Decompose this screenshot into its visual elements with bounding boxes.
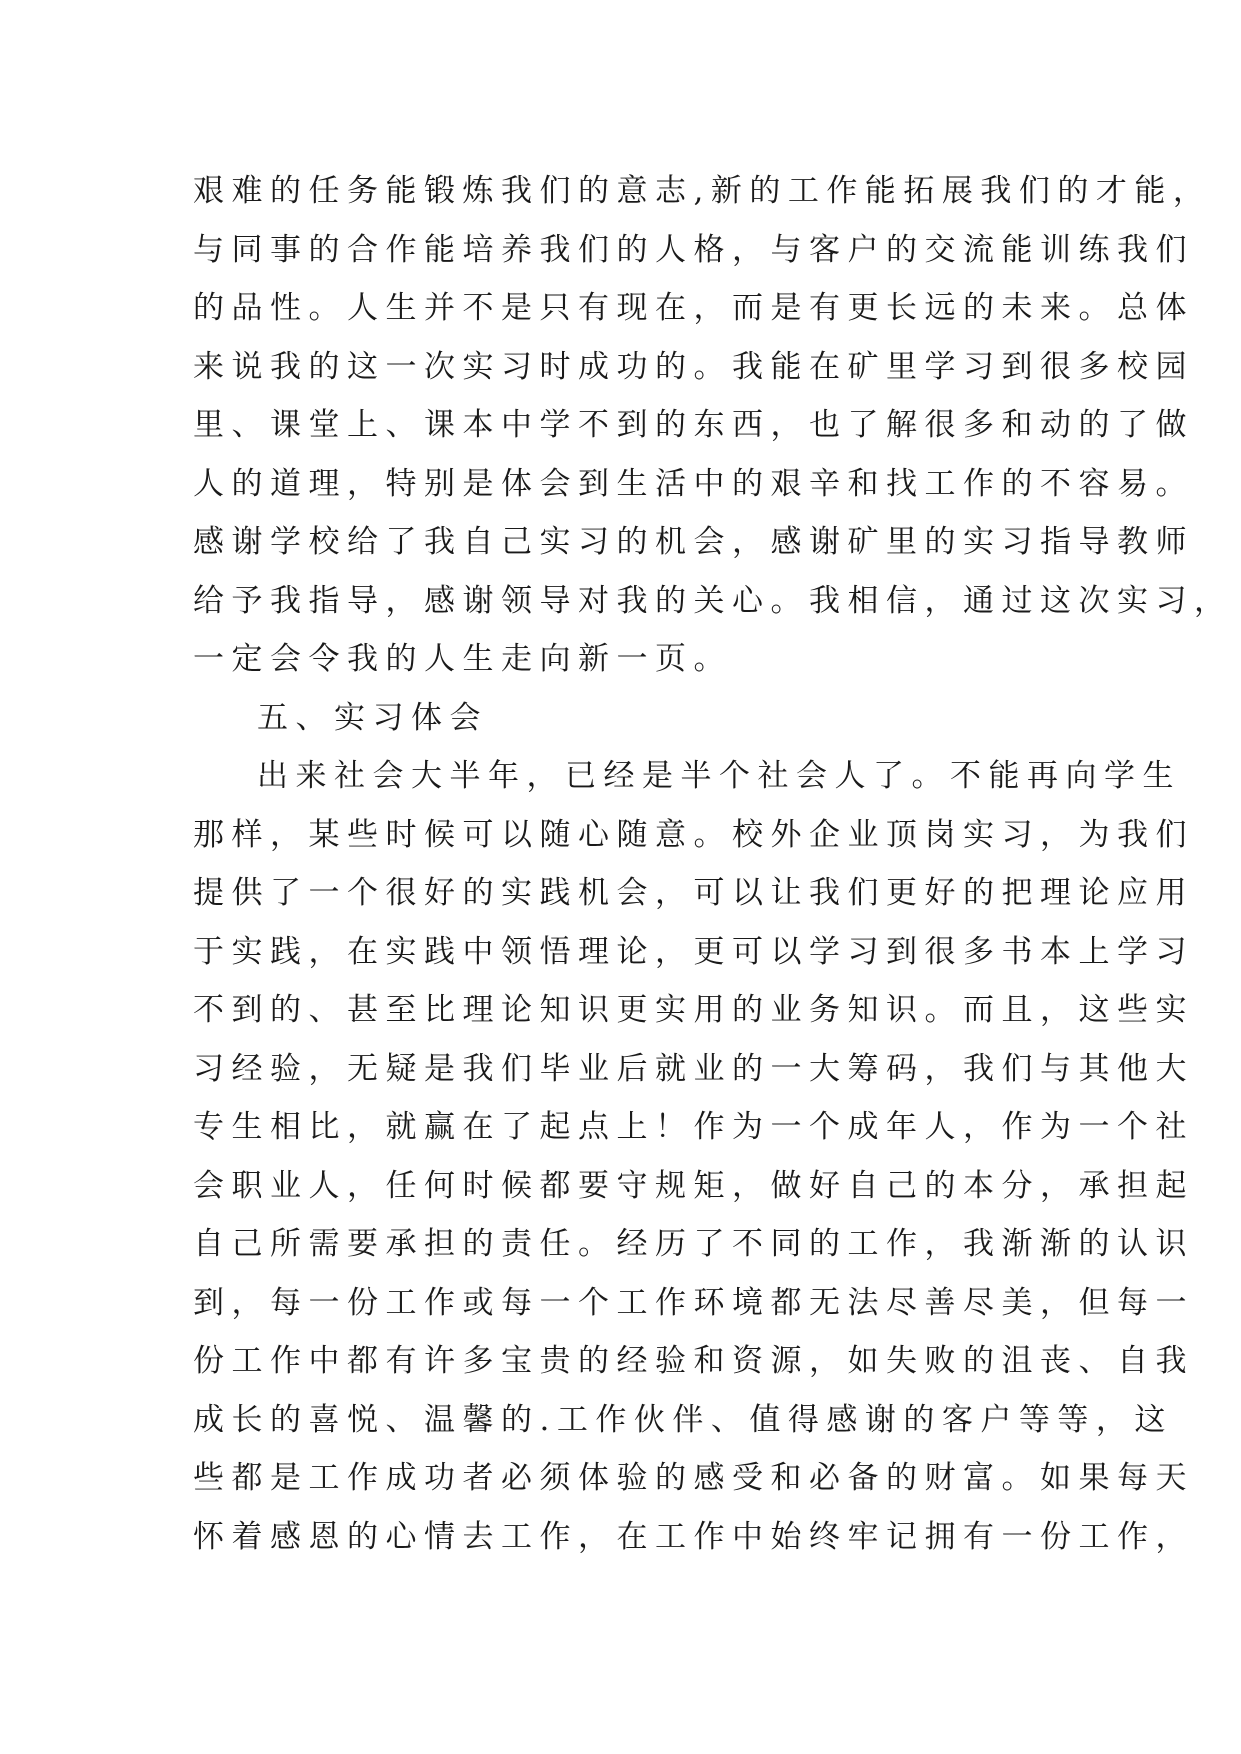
- text-line: 到，每一份工作或每一个工作环境都无法尽善尽美，但每一: [193, 1284, 1194, 1321]
- text-line: 不到的、甚至比理论知识更实用的业务知识。而且，这些实: [193, 992, 1194, 1028]
- text-line: 的品性。人生并不是只有现在，而是有更长远的未来。总体: [193, 290, 1194, 326]
- text-line: 人的道理，特别是体会到生活中的艰辛和找工作的不容易。: [193, 465, 1194, 502]
- text-line: 与同事的合作能培养我们的人格，与客户的交流能训练我们: [193, 231, 1194, 268]
- text-line: 会职业人，任何时候都要守规矩，做好自己的本分，承担起: [193, 1167, 1194, 1204]
- text-line: 里、课堂上、课本中学不到的东西，也了解很多和动的了做: [193, 407, 1194, 443]
- text-line: 专生相比，就赢在了起点上！作为一个成年人，作为一个社: [193, 1109, 1194, 1145]
- text-line: 艰难的任务能锻炼我们的意志,新的工作能拓展我们的才能，: [193, 173, 1212, 209]
- text-line: 成长的喜悦、温馨的.工作伙伴、值得感谢的客户等等，这: [193, 1401, 1173, 1438]
- text-line: 一定会令我的人生走向新一页。: [193, 641, 732, 677]
- text-line: 习经验，无疑是我们毕业后就业的一大筹码，我们与其他大: [193, 1050, 1194, 1087]
- section-heading: 五、实习体会: [257, 699, 488, 736]
- text-line: 给予我指导，感谢领导对我的关心。我相信，通过这次实习，: [193, 582, 1233, 619]
- text-line: 提供了一个很好的实践机会，可以让我们更好的把理论应用: [193, 875, 1194, 911]
- text-line: 于实践，在实践中领悟理论，更可以学习到很多书本上学习: [193, 933, 1194, 970]
- text-line: 感谢学校给了我自己实习的机会，感谢矿里的实习指导教师: [193, 524, 1194, 560]
- text-line: 份工作中都有许多宝贵的经验和资源，如失败的沮丧、自我: [193, 1343, 1194, 1379]
- text-line: 怀着感恩的心情去工作，在工作中始终牢记拥有一份工作，: [193, 1518, 1194, 1555]
- text-line: 自己所需要承担的责任。经历了不同的工作，我渐渐的认识: [193, 1226, 1194, 1262]
- text-line: 来说我的这一次实习时成功的。我能在矿里学习到很多校园: [193, 348, 1194, 385]
- text-line: 那样，某些时候可以随心随意。校外企业顶岗实习，为我们: [193, 816, 1194, 853]
- body-text: [193, 162, 1233, 1566]
- text-line: 些都是工作成功者必须体验的感受和必备的财富。如果每天: [193, 1460, 1194, 1496]
- paragraph-first-line: 出来社会大半年，已经是半个社会人了。不能再向学生: [257, 758, 1181, 794]
